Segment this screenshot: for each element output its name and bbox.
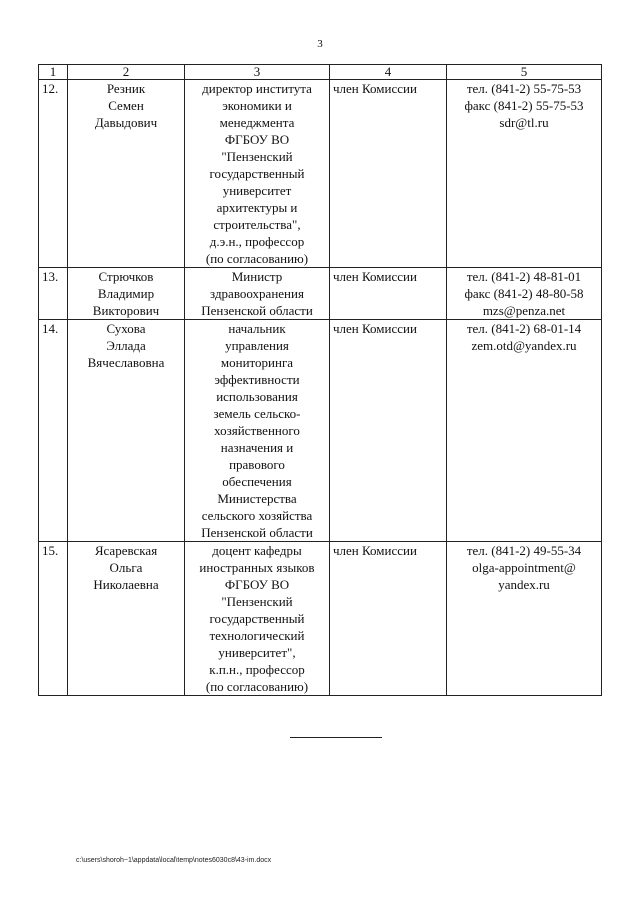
member-position-line: земель сельско- (213, 406, 301, 421)
member-position-line: ФГБОУ ВО (224, 577, 290, 592)
member-position-line: использования (216, 389, 298, 404)
member-position-line: Пензенской области (201, 303, 313, 318)
row-number-cell: 12. (39, 80, 68, 268)
member-contacts-cell (447, 80, 602, 268)
member-position-line: к.п.н., профессор (209, 662, 305, 677)
member-position-line: менеджмента (219, 115, 295, 130)
member-name-cell (68, 80, 185, 268)
member-role-cell: член Комиссии (330, 320, 447, 542)
row-number-cell: 14. (39, 320, 68, 542)
member-contact-line: факс (841-2) 55-75-53 (464, 98, 584, 113)
member-contact-line: olga-appointment@ (472, 560, 576, 575)
member-name-line: Владимир (97, 286, 155, 301)
member-role-cell: член Комиссии (330, 542, 447, 696)
member-position-line: обеспечения (222, 474, 292, 489)
member-position-line: д.э.н., профессор (209, 234, 305, 249)
member-position-line: начальник (228, 321, 286, 336)
table-row (39, 320, 602, 542)
member-position-line: университет (222, 183, 292, 198)
member-name-line: Стрючков (98, 269, 154, 284)
member-contacts-cell (447, 268, 602, 320)
table-row (39, 542, 602, 696)
member-position-line: (по согласованию) (205, 679, 309, 694)
member-position-line: "Пензенский (221, 594, 293, 609)
column-header-3: 3 (185, 65, 330, 80)
member-role-cell: член Комиссии (330, 268, 447, 320)
member-name-line: Викторович (92, 303, 160, 318)
column-header-5: 5 (447, 65, 602, 80)
column-header-2: 2 (68, 65, 185, 80)
member-name-line: Ясаревская (94, 543, 158, 558)
member-position-line: (по согласованию) (205, 251, 309, 266)
member-name-line: Ольга (109, 560, 143, 575)
member-position-cell (185, 320, 330, 542)
member-position-line: доцент кафедры (212, 543, 302, 558)
member-position-line: иностранных языков (199, 560, 315, 575)
member-contact-line: yandex.ru (498, 577, 550, 592)
member-contacts-cell (447, 542, 602, 696)
member-position-line: экономики и (222, 98, 292, 113)
member-name-line: Резник (106, 81, 146, 96)
member-position-line: мониторинга (220, 355, 294, 370)
table-row (39, 80, 602, 268)
member-name-line: Семен (108, 98, 144, 113)
row-number-cell: 13. (39, 268, 68, 320)
member-position-line: правового (229, 457, 285, 472)
table-body (39, 80, 602, 696)
member-position-line: Пензенской области (201, 525, 313, 540)
member-name-cell (68, 542, 185, 696)
member-position-line: сельского хозяйства (201, 508, 313, 523)
member-contact-line: факс (841-2) 48-80-58 (464, 286, 584, 301)
row-number-cell: 15. (39, 542, 68, 696)
column-header-1: 1 (39, 65, 68, 80)
member-contact-line: тел. (841-2) 49-55-34 (466, 543, 582, 558)
member-position-line: технологический (209, 628, 305, 643)
member-contact-line: zem.otd@yandex.ru (471, 338, 577, 353)
member-name-line: Эллада (106, 338, 146, 353)
commission-members-table (38, 64, 602, 696)
member-contacts-cell (447, 320, 602, 542)
signoff-rule (290, 737, 382, 738)
member-position-line: архитектуры и (216, 200, 298, 215)
member-position-line: Министр (231, 269, 283, 284)
footer-file-path: c:\users\shoroh~1\appdata\local\temp\notes6030c8\43-im.docx (76, 857, 272, 864)
member-position-line: ФГБОУ ВО (224, 132, 290, 147)
member-name-line: Вячеславовна (87, 355, 165, 370)
member-position-line: хозяйственного (214, 423, 300, 438)
member-position-line: Министерства (217, 491, 297, 506)
member-role-cell: член Комиссии (330, 80, 447, 268)
member-position-cell (185, 542, 330, 696)
member-position-line: здравоохранения (210, 286, 304, 301)
table-row (39, 268, 602, 320)
member-position-line: государственный (209, 611, 305, 626)
table-header-row (39, 65, 602, 80)
column-header-4: 4 (330, 65, 447, 80)
member-contact-line: тел. (841-2) 68-01-14 (466, 321, 582, 336)
member-position-line: назначения и (220, 440, 294, 455)
member-position-line: университет", (218, 645, 296, 660)
member-position-cell (185, 80, 330, 268)
member-name-line: Сухова (106, 321, 146, 336)
member-name-cell (68, 268, 185, 320)
page-number: 3 (317, 38, 323, 50)
member-position-line: эффективности (214, 372, 300, 387)
member-position-cell (185, 268, 330, 320)
member-contact-line: тел. (841-2) 48-81-01 (466, 269, 582, 284)
member-contact-line: mzs@penza.net (482, 303, 566, 318)
member-position-line: управления (225, 338, 289, 353)
member-name-line: Давыдович (94, 115, 158, 130)
member-position-line: строительства", (213, 217, 301, 232)
member-contact-line: sdr@tl.ru (499, 115, 549, 130)
member-position-line: "Пензенский (221, 149, 293, 164)
member-name-line: Николаевна (93, 577, 159, 592)
member-position-line: государственный (209, 166, 305, 181)
member-position-line: директор института (202, 81, 312, 96)
member-name-cell (68, 320, 185, 542)
member-contact-line: тел. (841-2) 55-75-53 (466, 81, 582, 96)
